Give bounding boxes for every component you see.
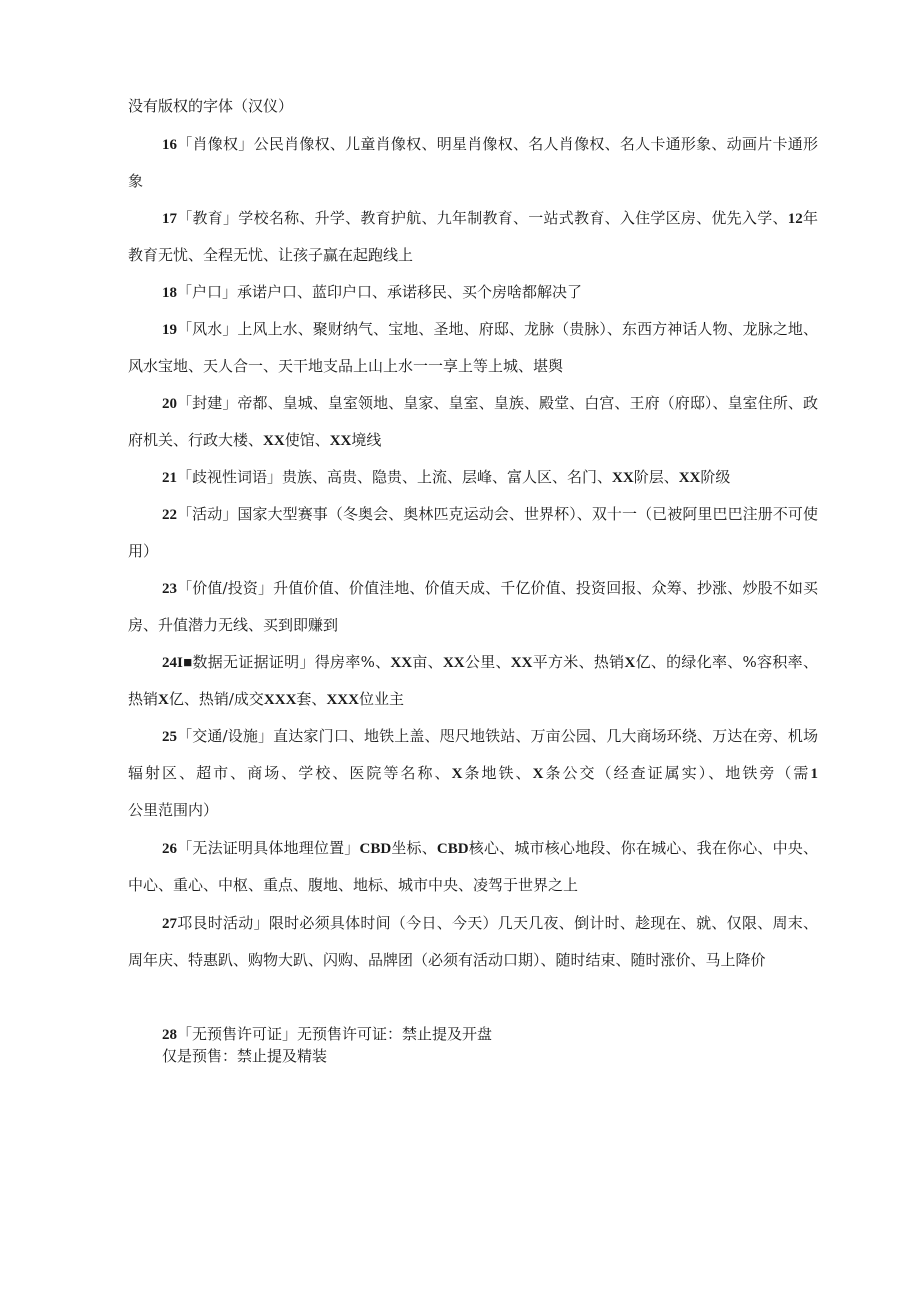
- item-text: 条公交（经查证属实）、地铁旁（需: [543, 764, 811, 782]
- item-number: 27: [162, 916, 177, 932]
- item-number: 28: [162, 1027, 177, 1043]
- list-item: [128, 385, 818, 459]
- item-text-bold: X: [451, 766, 463, 782]
- list-item: [128, 459, 818, 496]
- item-text: 亿、热销/成交: [168, 690, 264, 708]
- item-text: 「活动」国家大型赛事（冬奥会、奥林匹克运动会、世界杯）、双十一（已被阿里巴巴注册不可使用）: [128, 505, 818, 560]
- item-text-bold: X: [624, 655, 636, 671]
- list-item: [128, 311, 818, 384]
- item-number: 16: [162, 137, 177, 153]
- item-text: 亩、: [412, 653, 443, 671]
- item-text: 「交通/设施」直达家门口、地铁上盖、咫尺地铁站、万亩公园、几大商场环绕、万达在旁、机场辐射区、超市、商场、学校、医院等名称、: [128, 727, 818, 782]
- item-text: 亿、的绿化率、%容积率、热销: [128, 653, 818, 708]
- item-text: 位业主: [358, 690, 404, 708]
- item-text-bold: XX: [329, 433, 352, 449]
- item-number: 23: [162, 581, 177, 597]
- item-text-bold: 12: [787, 211, 803, 227]
- item-text: 「户口」承诺户口、蓝印户口、承诺移民、买个房啥都解决了: [177, 283, 583, 301]
- item-text: 条地铁、: [462, 764, 533, 782]
- item-text: 年教育无忧、全程无忧、让孩子赢在起跑线上: [128, 209, 818, 264]
- item-number: 25: [162, 729, 177, 745]
- item-text: 公里范围内）: [128, 801, 219, 819]
- intro-line: 没有版权的字体（汉仪）: [128, 97, 294, 115]
- item-text-bold: XX: [510, 655, 533, 671]
- list-item: [128, 830, 818, 903]
- list-item: [128, 905, 818, 978]
- list-item: [128, 496, 818, 569]
- item-text: 阶级: [700, 468, 731, 486]
- item-text: 「价值/投资」升值价值、价值洼地、价值天成、千亿价值、投资回报、众筹、抄涨、炒股不如买房、升值潜力无线、买到即赚到: [128, 579, 818, 634]
- item-text: 核心、城市核心地段、你在城心、我在你心、中央、中心、重心、中枢、重点、腹地、地标、城市中央、凌驾于世界之上: [128, 839, 818, 894]
- item-text-bold: XX: [390, 655, 413, 671]
- item-text-bold: XX: [678, 470, 701, 486]
- item-text: 境线: [351, 431, 382, 449]
- item-text: 「封建」帝都、皇城、皇室领地、皇家、皇室、皇族、殿堂、白宫、王府（府邸）、皇室住所、政府机关、行政大楼、: [128, 394, 818, 449]
- list-item: [128, 200, 818, 273]
- item-text-bold: X: [158, 692, 169, 708]
- item-text: 「无预售许可证」无预售许可证：禁止提及开盘: [177, 1025, 493, 1043]
- list-item-last: [162, 1024, 492, 1067]
- item-number: 20: [162, 396, 177, 412]
- item-text: 使馆、: [284, 431, 330, 449]
- item-number: 26: [162, 841, 177, 857]
- item-text-second-line: 仅是预售：禁止提及精装: [162, 1047, 328, 1065]
- list-item: [128, 274, 818, 311]
- item-text: 「歧视性词语」贵族、高贵、隐贵、上流、层峰、富人区、名门、: [177, 468, 613, 486]
- item-text: 数据无证据证明」得房率%、: [192, 653, 391, 671]
- item-text-bold: XX: [612, 470, 634, 486]
- item-text-bold: CBD: [436, 841, 469, 857]
- list-item: [128, 644, 818, 718]
- list-item: [128, 718, 818, 828]
- item-text: 邛艮时活动」限时必须具体时间（今日、今天）几天几夜、倒计时、趁现在、就、仅限、周末、周年庆、特惠趴、购物大趴、闪购、品牌团（必须有活动口期）、随时结束、随时涨价、马上降价: [128, 914, 818, 969]
- item-text: 平方米、热销: [532, 653, 625, 671]
- item-text: 「无法证明具体地理位置」: [177, 839, 360, 857]
- item-text-bold: 1: [810, 766, 818, 782]
- item-text-bold: XX: [442, 655, 465, 671]
- item-text-bold: CBD: [359, 841, 392, 857]
- item-number: 19: [162, 322, 177, 338]
- item-text: 坐标、: [391, 839, 437, 857]
- item-number: 22: [162, 507, 177, 523]
- item-text: 阶层、: [633, 468, 679, 486]
- item-text: 「肖像权」公民肖像权、儿童肖像权、明星肖像权、名人肖像权、名人卡通形象、动画片卡通形象: [128, 135, 818, 190]
- list-item: [128, 570, 818, 643]
- item-text: 套、: [296, 690, 327, 708]
- item-text-bold: XXX: [326, 692, 359, 708]
- item-text: 「风水」上风上水、聚财纳气、宝地、圣地、府邸、龙脉（贵脉）、东西方神话人物、龙脉之地、风水宝地、天人合一、天干地支品上山上水一一享上等上城、堪舆: [128, 320, 818, 375]
- item-text: 「教育」学校名称、升学、教育护航、九年制教育、一站式教育、入住学区房、优先入学、: [177, 209, 788, 227]
- item-text-bold: XX: [263, 433, 285, 449]
- item-number: 21: [162, 470, 177, 486]
- item-number: 24I■: [162, 655, 193, 671]
- item-text-bold: XXX: [263, 692, 297, 708]
- item-number: 18: [162, 285, 177, 301]
- list-item: [128, 126, 818, 199]
- item-text-bold: X: [532, 766, 544, 782]
- item-text: 公里、: [464, 653, 511, 671]
- item-number: 17: [162, 211, 177, 227]
